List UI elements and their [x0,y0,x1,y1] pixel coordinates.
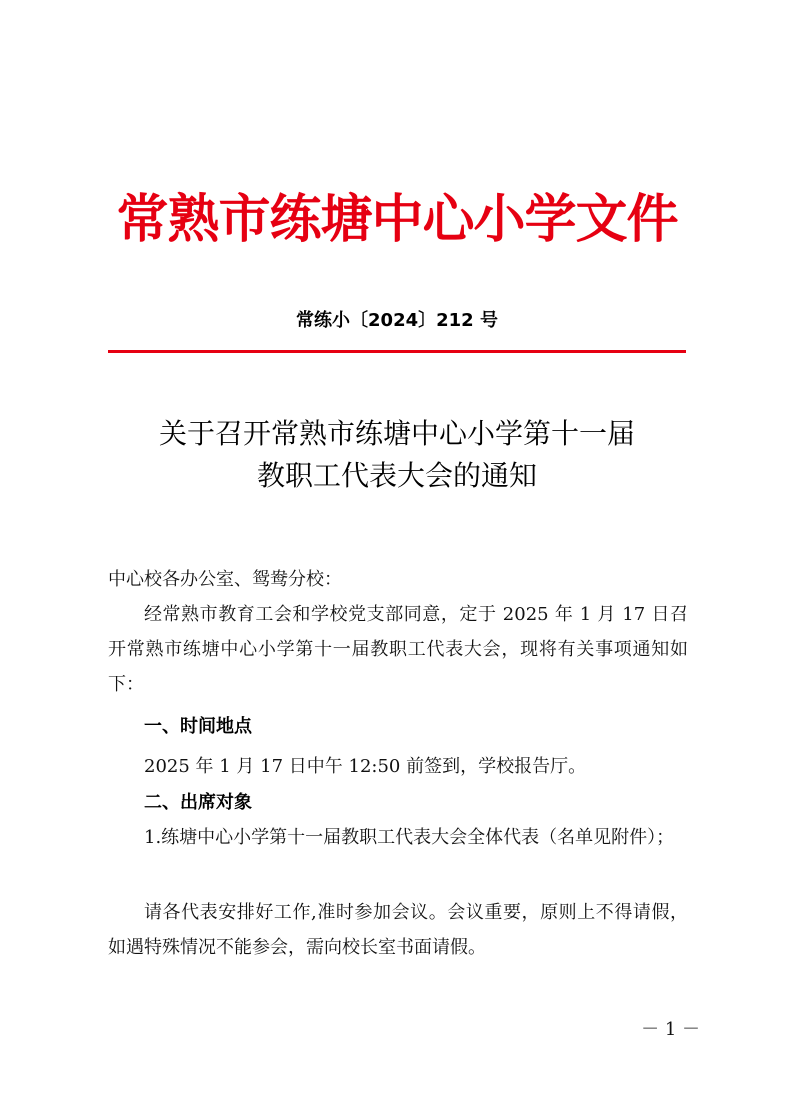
title-line-1: 关于召开常熟市练塘中心小学第十一届 [158,417,635,450]
section-heading-time-place: 一、时间地点 [144,716,252,737]
page-number: － 1 － [641,1019,700,1040]
document-masthead: 常熟市练塘中心小学文件 [116,190,678,250]
intro-paragraph: 经常熟市教育工会和学校党支部同意，定于 2025 年 1 月 17 日召开常熟市练塘中心小学第十一届教职工代表大会，现将有关事项通知如下： [108,604,688,695]
red-divider-line [108,350,686,353]
attendees-item-1: 1.练塘中心小学第十一届教职工代表大会全体代表（名单见附件）； [144,827,675,848]
section-heading-attendees: 二、出席对象 [144,792,252,813]
document-title [0,413,794,497]
attendance-note: 请各代表安排好工作,准时参加会议。会议重要，原则上不得请假，如遇特殊情况不能参会，需向校长室书面请假。 [108,902,688,958]
title-line-2: 教职工代表大会的通知 [256,459,537,492]
time-place-text: 2025 年 1 月 17 日中午 12:50 前签到，学校报告厅。 [144,756,587,777]
salutation: 中心校各办公室、鸳鸯分校： [108,569,342,590]
document-number: 常练小〔2024〕212 号 [296,310,498,331]
